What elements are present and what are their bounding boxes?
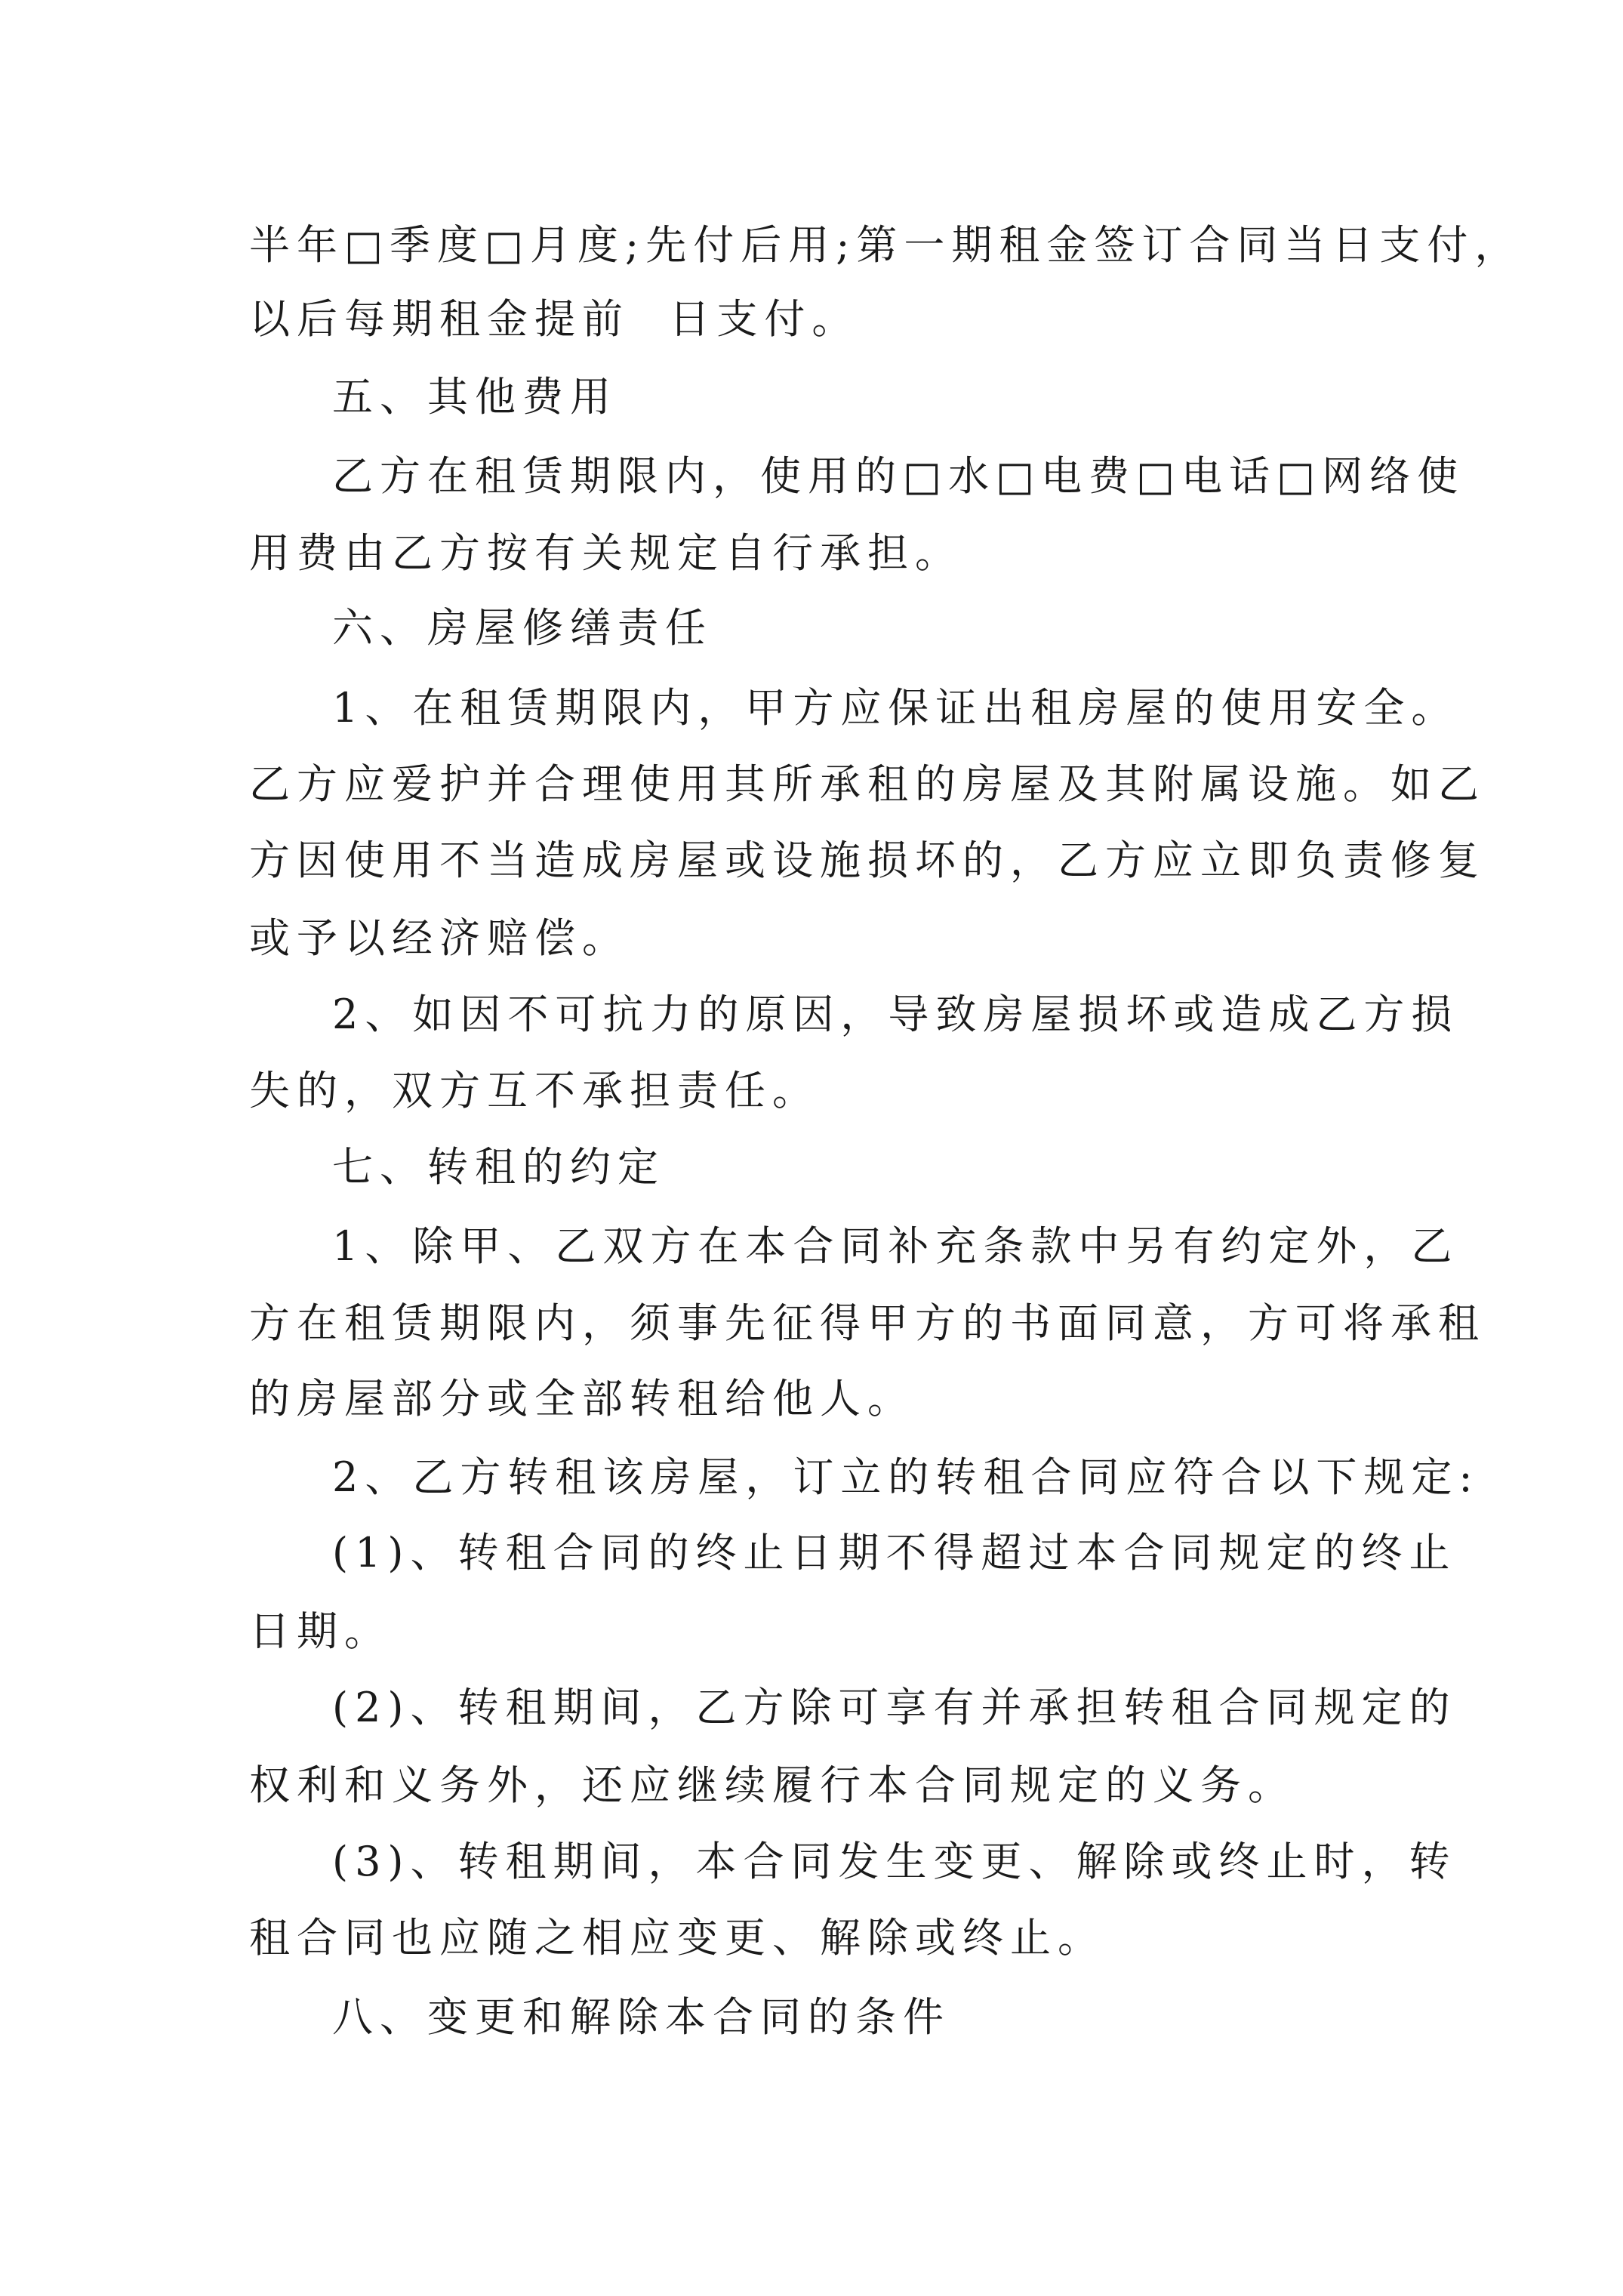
text-line: (1)、转租合同的终止日期不得超过本合同规定的终止 bbox=[332, 1529, 1457, 1576]
text-line: (3)、转租期间，本合同发生变更、解除或终止时，转 bbox=[332, 1838, 1457, 1885]
text-line: 1、在租赁期限内，甲方应保证出租房屋的使用安全。 bbox=[332, 684, 1459, 732]
text-line: 用费由乙方按有关规定自行承担。 bbox=[249, 529, 962, 577]
text-line: 乙方在租赁期限内，使用的□水□电费□电话□网络使 bbox=[332, 452, 1465, 500]
text-line: 方因使用不当造成房屋或设施损坏的，乙方应立即负责修复 bbox=[249, 837, 1486, 884]
text-line: 半年□季度□月度;先付后用;第一期租金签订合同当日支付， bbox=[249, 221, 1523, 269]
text-line: 1、除甲、乙双方在本合同补充条款中另有约定外，乙 bbox=[332, 1222, 1459, 1270]
text-line: 乙方应爱护并合理使用其所承租的房屋及其附属设施。如乙 bbox=[249, 760, 1486, 808]
text-line: 权利和义务外，还应继续履行本合同规定的义务。 bbox=[249, 1761, 1295, 1809]
text-line: 以后每期租金提前 日支付。 bbox=[249, 295, 860, 343]
text-line: 方在租赁期限内，须事先征得甲方的书面同意，方可将承租 bbox=[249, 1299, 1486, 1347]
text-line: 日期。 bbox=[249, 1607, 392, 1655]
text-line: 租合同也应随之相应变更、解除或终止。 bbox=[249, 1914, 1105, 1962]
section-heading: 八、变更和解除本合同的条件 bbox=[332, 1993, 950, 2041]
text-line: (2)、转租期间，乙方除可享有并承担转租合同规定的 bbox=[332, 1684, 1457, 1731]
section-heading: 六、房屋修缮责任 bbox=[332, 604, 713, 652]
section-heading: 五、其他费用 bbox=[332, 373, 617, 421]
text-line: 失的，双方互不承担责任。 bbox=[249, 1067, 820, 1114]
text-line: 2、乙方转租该房屋，订立的转租合同应符合以下规定: bbox=[332, 1453, 1480, 1501]
text-line: 2、如因不可抗力的原因，导致房屋损坏或造成乙方损 bbox=[332, 991, 1459, 1038]
text-line: 或予以经济赔偿。 bbox=[249, 914, 630, 962]
section-heading: 七、转租的约定 bbox=[332, 1143, 665, 1191]
text-line: 的房屋部分或全部转租给他人。 bbox=[249, 1375, 915, 1422]
